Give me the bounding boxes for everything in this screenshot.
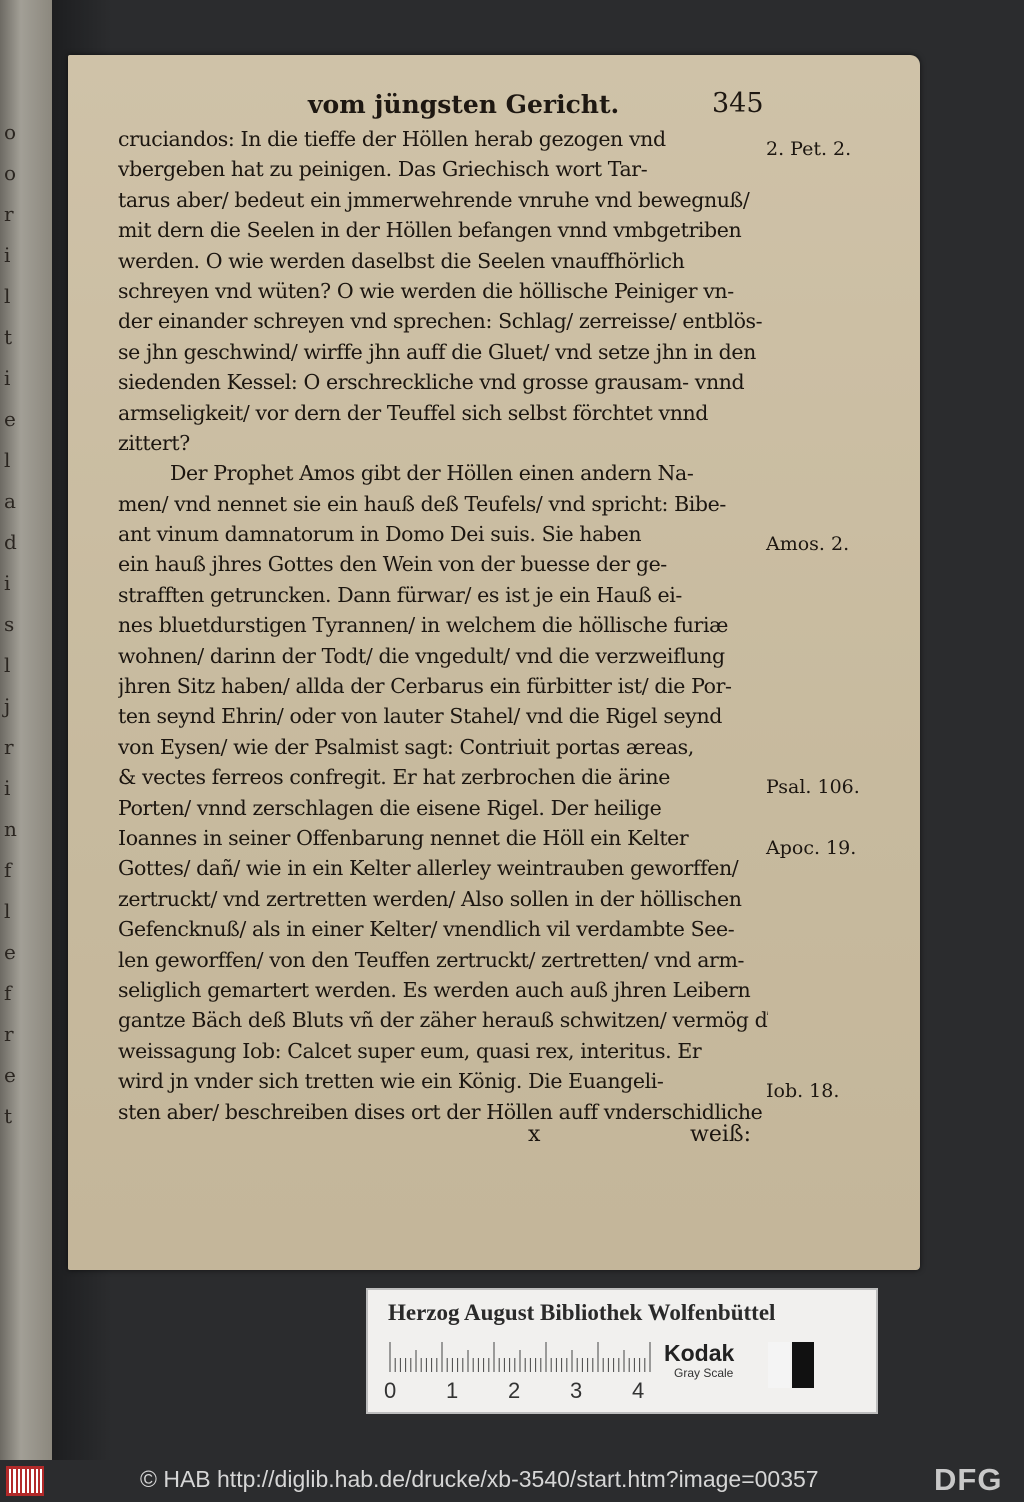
text-line: ten seynd Ehrin/ oder von lauter Stahel/ vnd die Rigel seynd: [118, 704, 722, 729]
text-line: werden. O wie werden daselbst die Seelen vnauffhörlich: [118, 248, 685, 273]
text-line: weissagung Iob: Calcet super eum, quasi rex, interitus. Er: [118, 1038, 702, 1063]
left-page-glyph: a: [4, 489, 16, 513]
text-line: armseligkeit/ vor dern der Teuffel sich selbst förchtet vnnd: [118, 400, 709, 425]
card-title: Herzog August Bibliothek Wolfenbüttel: [388, 1300, 776, 1325]
left-page-glyph: r: [4, 1022, 14, 1046]
text-line: ant vinum damnatorum in Domo Dei suis. Sie haben: [118, 522, 642, 547]
catchword: weiß:: [690, 1122, 751, 1147]
text-line: zertruckt/ vnd zertretten werden/ Also sollen in der höllischen: [118, 886, 742, 911]
text-line: cruciandos: In die tieffe der Höllen herab gezogen vnd: [118, 127, 666, 151]
text-line: Gottes/ dañ/ wie in ein Kelter allerley weintrauben geworffen/: [118, 856, 739, 881]
left-page-glyph: s: [4, 612, 15, 636]
marginal-note: Psal. 106.: [766, 776, 860, 799]
left-page-glyph: d: [4, 530, 17, 554]
page-number: 345: [712, 88, 764, 119]
text-line: siedenden Kessel: O erschreckliche vnd grosse grausam- vnnd: [118, 370, 745, 395]
text-line: vbergeben hat zu peinigen. Das Griechisch wort Tar-: [118, 157, 648, 182]
text-line: men/ vnd nennet sie ein hauß deß Teufels/ vnd spricht: Bibe-: [118, 491, 726, 516]
left-page-glyph: i: [4, 571, 11, 595]
text-line: len geworffen/ von den Teuffen zertruckt/ zertretten/ vnd arm-: [118, 947, 745, 972]
left-page-glyph: e: [4, 1063, 16, 1087]
left-page-glyph: o: [4, 120, 17, 144]
text-line: Gefencknuß/ als in einer Kelter/ vnendlich vil verdambte See-: [118, 917, 735, 942]
color-target-card: [366, 1288, 878, 1414]
left-page-glyph: l: [4, 653, 11, 677]
black-patch: [792, 1342, 814, 1388]
marginal-note: Apoc. 19.: [766, 837, 857, 860]
copyright-url[interactable]: © HAB http://diglib.hab.de/drucke/xb-3540/start.htm?image=00357: [140, 1466, 819, 1492]
text-line: Ioannes in seiner Offenbarung nennet die Höll ein Kelter: [118, 825, 689, 850]
text-line: wird jn vnder sich tretten wie ein König. Die Euangeli-: [118, 1069, 664, 1094]
left-page-glyph: t: [4, 1104, 13, 1128]
text-line: von Eysen/ wie der Psalmist sagt: Contriuit portas æreas,: [118, 734, 694, 759]
text-line: schreyen vnd wüten? O wie werden die höllische Peiniger vn-: [118, 278, 734, 303]
left-page-glyph: j: [4, 694, 11, 718]
text-line: nes bluetdurstigen Tyrannen/ in welchem die höllische furiæ: [118, 613, 728, 638]
hab-barcode-icon: [6, 1466, 44, 1496]
kodak-logo: Kodak: [664, 1340, 735, 1366]
dfg-logo: DFG: [934, 1462, 1003, 1497]
text-line: & vectes ferreos confregit. Er hat zerbrochen die ärine: [118, 765, 670, 790]
left-page-edge: [0, 0, 53, 1460]
running-head: vom jüngsten Gericht.: [308, 90, 620, 119]
left-page-glyph: f: [4, 858, 12, 882]
white-patch: [768, 1342, 790, 1388]
left-page-glyph: t: [4, 325, 13, 349]
marginal-note: Iob. 18.: [766, 1080, 840, 1103]
text-block: [118, 124, 768, 1127]
ruler-number: 0: [384, 1378, 397, 1403]
left-page-glyph: r: [4, 735, 14, 759]
left-page-glyph: l: [4, 284, 11, 308]
text-line: seliglich gemartert werden. Es werden auch auß jhren Leibern: [118, 977, 751, 1002]
text-line: Porten/ vnnd zerschlagen die eisene Rigel. Der heilige: [118, 795, 662, 820]
text-line: ein hauß jhres Gottes den Wein von der buesse der ge-: [118, 552, 667, 577]
text-line: se jhn geschwind/ wirffe jhn auff die Gluet/ vnd setze jhn in den: [118, 339, 756, 364]
scale-ruler: [388, 1342, 656, 1372]
left-page-glyph: i: [4, 776, 11, 800]
ruler-number: 4: [632, 1378, 645, 1403]
text-line: tarus aber/ bedeut ein jmmerwehrende vnruhe vnd bewegnuß/: [118, 187, 750, 212]
left-page-glyph: n: [4, 817, 17, 841]
text-line: der einander schreyen vnd sprechen: Schlag/ zerreisse/ entblös-: [118, 309, 763, 334]
text-line: jhren Sitz haben/ allda der Cerbarus ein fürbitter ist/ die Por-: [118, 674, 732, 699]
text-line: Der Prophet Amos gibt der Höllen einen andern Na-: [170, 461, 694, 486]
left-page-glyph: l: [4, 899, 11, 923]
signature-mark: x: [528, 1122, 541, 1147]
left-page-glyph: o: [4, 161, 17, 185]
text-line: wohnen/ darinn der Todt/ die vngedult/ vnd die verzweiflung: [118, 643, 725, 668]
text-line: gantze Bäch deß Bluts vñ der zäher herauß schwitzen/ vermög ď: [118, 1008, 768, 1033]
text-line: sten aber/ beschreiben dises ort der Höllen auff vnderschidliche: [118, 1099, 763, 1124]
ruler-number: 1: [446, 1378, 459, 1403]
marginal-note: 2. Pet. 2.: [766, 138, 852, 160]
text-line: mit dern die Seelen in der Höllen befangen vnnd vmbgetriben: [118, 218, 742, 243]
left-page-glyph: l: [4, 448, 11, 472]
ruler-number: 2: [508, 1378, 521, 1403]
left-page-glyph: e: [4, 407, 16, 431]
ruler-number: 3: [570, 1378, 583, 1403]
left-page-glyph: i: [4, 366, 11, 390]
left-page-glyph: f: [4, 981, 12, 1005]
gray-scale-label: Gray Scale: [674, 1366, 734, 1380]
left-page-glyph: e: [4, 940, 16, 964]
left-page-glyph: i: [4, 243, 11, 267]
left-page-glyph: r: [4, 202, 14, 226]
text-line: zittert?: [118, 430, 190, 455]
marginal-note: Amos. 2.: [766, 533, 850, 556]
text-line: strafften getruncken. Dann fürwar/ es ist je ein Hauß ei-: [118, 582, 682, 607]
